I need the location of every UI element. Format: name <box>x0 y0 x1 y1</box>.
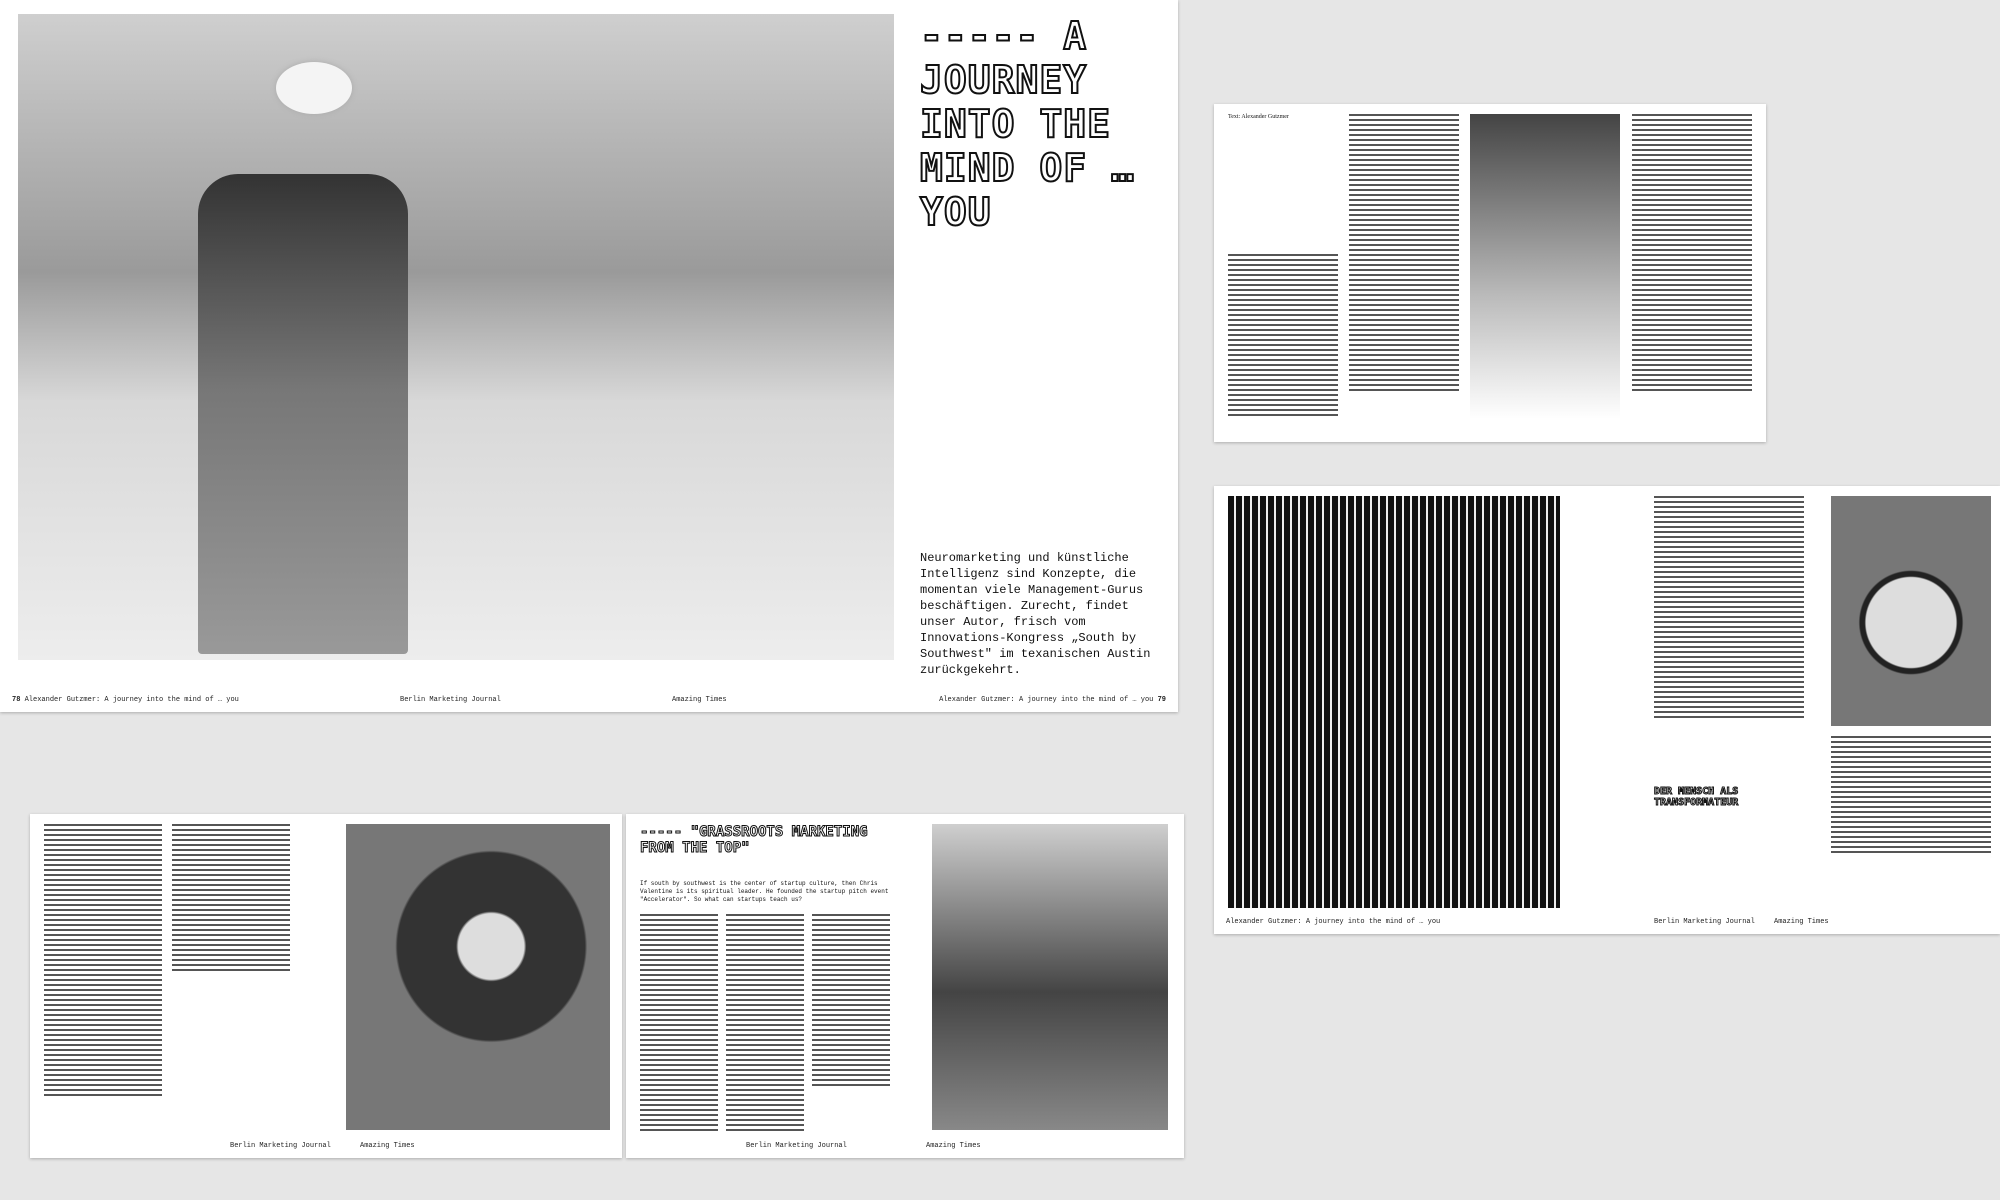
camera-head-photo <box>346 824 610 1130</box>
spread-grassroots <box>626 814 1184 1158</box>
footer-right <box>939 696 1166 704</box>
footer-left <box>12 696 239 704</box>
hero-photo <box>18 14 894 660</box>
footer-section: Amazing Times <box>926 1142 981 1150</box>
text-column-right <box>1831 736 1991 856</box>
author-credit: Text: Alexander Gutzmer <box>1228 114 1289 120</box>
text-column-1 <box>1228 254 1338 419</box>
eggs-photo <box>1831 496 1991 726</box>
hand-lake-photo <box>932 824 1168 1130</box>
spread-hero <box>0 0 1178 712</box>
spread-camera <box>30 814 622 1158</box>
brain-mannequin-photo <box>1470 114 1620 419</box>
text-column-1 <box>44 824 162 1099</box>
cloud-icon <box>276 62 352 114</box>
spread-circuit <box>1214 486 2000 934</box>
lead-paragraph: Neuromarketing und künstliche Intelligenz sind Konzepte, die momentan viele Management-Gurus beschäftigen. Zurecht, findet unser Autor, frisch vom Innovations-Kongress „South by Southwest" im texanischen Austin zurückgekehrt. <box>920 551 1151 677</box>
text-column-left <box>1654 496 1804 721</box>
text-column-1 <box>640 914 718 1134</box>
text-column-3 <box>812 914 890 1089</box>
footer-section: Amazing Times <box>672 696 727 704</box>
footer-journal: Berlin Marketing Journal <box>1654 918 1755 926</box>
text-column-2 <box>172 824 290 974</box>
text-column-2 <box>726 914 804 1134</box>
footer-author: Alexander Gutzmer: A journey into the mind of … you <box>1226 918 1441 926</box>
footer-author-right: Alexander Gutzmer: A journey into the mind of … you <box>939 696 1154 704</box>
footer-journal: Berlin Marketing Journal <box>400 696 501 704</box>
headline-grassroots: ----- "GRASSROOTS MARKETING FROM THE TOP" <box>640 824 868 856</box>
footer-section: Amazing Times <box>1774 918 1829 926</box>
footer-section: Amazing Times <box>360 1142 415 1150</box>
subhead-transformateur: DER MENSCH ALS TRANSFORMATEUR <box>1654 786 1739 808</box>
footer-journal: Berlin Marketing Journal <box>230 1142 331 1150</box>
page-number-left: 78 <box>12 696 21 704</box>
text-column-2 <box>1349 114 1459 394</box>
spread-brain <box>1214 104 1766 442</box>
headline: ----- A JOURNEY INTO THE MIND OF … YOU <box>920 14 1135 234</box>
text-column-3 <box>1632 114 1752 394</box>
intro-paragraph: If south by southwest is the center of startup culture, then Chris Valentine is its spiritual leader. He founded the startup pitch event "Accelerator". So what can startups teach us? <box>640 880 889 903</box>
suit-figure <box>198 174 408 654</box>
circuit-face-photo <box>1228 496 1560 908</box>
footer-journal: Berlin Marketing Journal <box>746 1142 847 1150</box>
page-number-right: 79 <box>1157 696 1166 704</box>
footer-author: Alexander Gutzmer: A journey into the mind of … you <box>24 696 239 704</box>
